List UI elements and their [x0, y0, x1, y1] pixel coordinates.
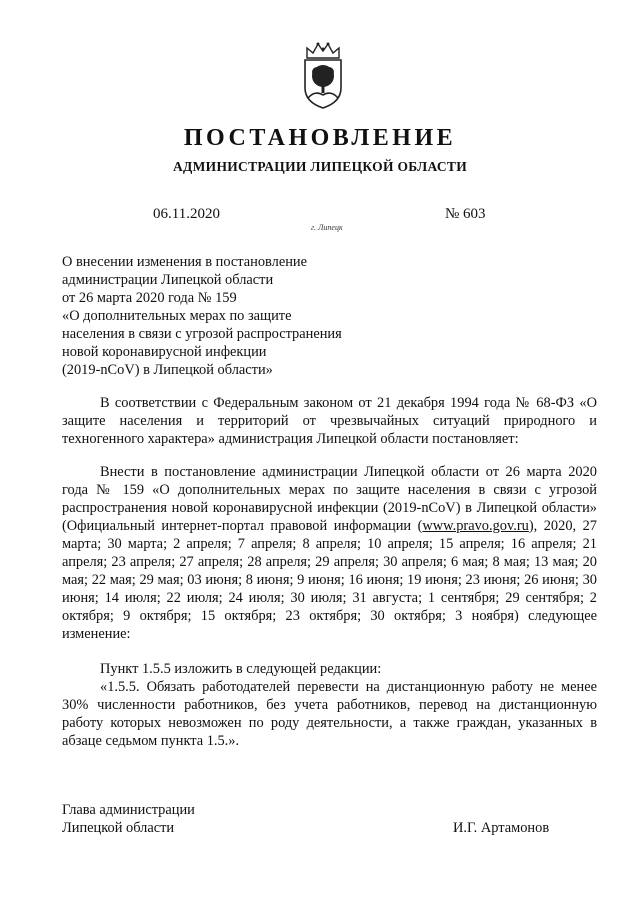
document-date: 06.11.2020 [153, 206, 220, 222]
main-text-before-link: Внести в постановление администрации Липецкой области от 26 марта 2020 года № 159 «О дополнительных мерах по защите населения в связи с угрозой распространения новой коронавирусной инфекции (2019-nCoV) в Липецкой области» (Официальный интернет-портал правовой информации ( [62, 464, 597, 534]
main-paragraph [62, 463, 597, 643]
document-number: № 603 [445, 206, 486, 222]
subject-line: администрации Липецкой области [62, 272, 274, 288]
main-text-after-link: ), 2020, 27 марта; 30 марта; 2 апреля; 7 апреля; 8 апреля; 10 апреля; 15 апреля; 16 апреля; 21 апреля; 23 апреля; 27 апреля; 28 апреля; 29 апреля; 30 апреля; 6 мая; 8 мая; 13 мая; 20 мая; 22 мая; 29 мая; 03 июня; 8 июня; 9 июня; 16 июня; 19 июня; 23 июня; 26 июня; 30 июня; 14 июля; 22 июля; 24 июля; 30 июля; 31 августа; 1 сентября; 29 сентября; 2 октября; 9 октября; 15 октября; 23 октября; 30 октября; 3 ноября) следующее изменение: [62, 518, 597, 642]
subject-line: новой коронавирусной инфекции [62, 344, 267, 360]
pravo-gov-link[interactable]: www.pravo.gov.ru [422, 518, 529, 534]
lipetsk-coat-of-arms-icon [299, 40, 347, 110]
document-title: ПОСТАНОВЛЕНИЕ [183, 125, 457, 151]
document-subtitle: АДМИНИСТРАЦИИ ЛИПЕЦКОЙ ОБЛАСТИ [172, 159, 468, 174]
subject-line: от 26 марта 2020 года № 159 [62, 290, 237, 306]
subject-line: «О дополнительных мерах по защите [62, 308, 292, 324]
subject-line: (2019-nCoV) в Липецкой области» [62, 362, 273, 378]
preamble-paragraph: В соответствии с Федеральным законом от 21 декабря 1994 года № 68-ФЗ «О защите населения и территорий от чрезвычайных ситуаций природного и техногенного характера» администрация Липецкой области постановляет: [62, 395, 597, 447]
document-city: г. Липецк [311, 223, 343, 232]
subject-line: О внесении изменения в постановление [62, 254, 308, 270]
signatory-position-line: Глава администрации [62, 802, 195, 818]
signatory-position [62, 801, 195, 837]
signatory-position-line: Липецкой области [62, 820, 175, 836]
signatory-name: И.Г. Артамонов [453, 820, 550, 836]
clause-intro: Пункт 1.5.5 изложить в следующей редакции: [100, 661, 382, 677]
document-subject [62, 253, 402, 379]
clause-text: «1.5.5. Обязать работодателей перевести на дистанционную работу не менее 30% численности работников, без учета работников, перевод на дистанционную работу которых невозможен по роду деятельности, а также граждан, указанных в абзаце седьмом пункта 1.5.». [62, 679, 597, 749]
subject-line: населения в связи с угрозой распространения [62, 326, 342, 342]
